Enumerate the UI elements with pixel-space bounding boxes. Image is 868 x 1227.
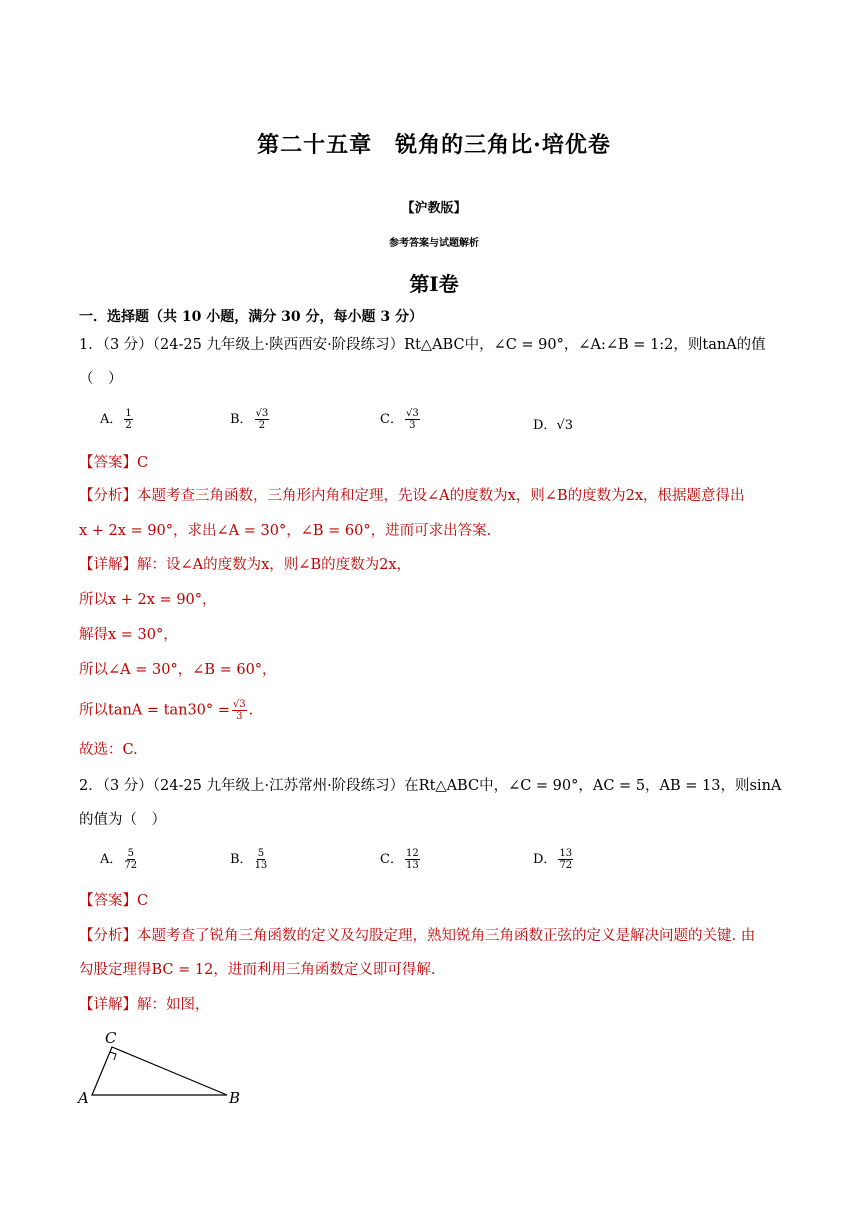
q2-stem-line2: 的值为（ ） [79, 812, 166, 828]
q1-answer: 【答案】C [79, 455, 149, 471]
q1-detail-line3: 解得x = 30°， [79, 627, 178, 643]
q1-option-c: C． $\frac{√3}{3}$ [380, 408, 419, 431]
edition-label: 【沪教版】 [401, 201, 467, 216]
q1-option-a: A． $\frac{1}{2}$ [100, 408, 132, 431]
q2-analysis-line2: 勾股定理得BC = 12，进而利用三角函数定义即可得解. [79, 962, 436, 978]
q1-detail-line4: 所以∠A = 30°，∠B = 60°， [79, 662, 277, 678]
q1-detail-line2: 所以x + 2x = 90°， [79, 592, 217, 608]
q2-stem-line1: 2．（3 分）（24-25 九年级上·江苏常州·阶段练习）在Rt△ABC中，∠C = 90°，AC = 5，AB = 13，则sinA [79, 778, 782, 794]
q2-option-a: A． $\frac{5}{72}$ [100, 848, 138, 871]
triangle-abc [92, 1047, 227, 1095]
label-a: A [78, 1089, 89, 1107]
q1-analysis-line1: 【分析】本题考查三角函数，三角形内角和定理，先设∠A的度数为x，则∠B的度数为2x，根据题意得出 [79, 488, 745, 504]
label-c: C [105, 1029, 117, 1047]
q1-choice: 故选：C. [79, 742, 138, 758]
triangle-figure [72, 1025, 252, 1110]
q2-option-d: D． $\frac{13}{72}$ [533, 848, 573, 871]
q2-option-c: C． $\frac{12}{13}$ [380, 848, 419, 871]
q1-option-b: B． $\frac{√3}{2}$ [230, 408, 269, 431]
q1-detail-line5: 所以tanA = tan30° = $\frac{√3}{3}$ . [79, 699, 254, 722]
q2-analysis-line1: 【分析】本题考查了锐角三角函数的定义及勾股定理，熟知锐角三角函数正弦的定义是解决问题的关键. 由 [79, 928, 756, 944]
q2-detail-line1: 【详解】解：如图， [79, 997, 210, 1013]
q1-stem-line1: 1．（3 分）（24-25 九年级上·陕西西安·阶段练习）Rt△ABC中，∠C = 90°，∠A:∠B = 1:2，则tanA的值 [79, 337, 766, 353]
document-title: 第二十五章 锐角的三角比·培优卷 [257, 132, 611, 158]
q1-analysis-line2: x + 2x = 90°，求出∠A = 30°，∠B = 60°，进而可求出答案. [79, 523, 492, 539]
volume-heading: 第Ⅰ卷 [409, 272, 459, 296]
subtitle: 参考答案与试题解析 [389, 238, 479, 249]
section-heading: 一．选择题（共 10 小题，满分 30 分，每小题 3 分） [79, 309, 423, 325]
label-b: B [229, 1089, 241, 1107]
q1-option-d: D．√3 [533, 418, 573, 433]
q1-detail-line1: 【详解】解：设∠A的度数为x，则∠B的度数为2x， [79, 557, 412, 573]
right-angle-mark [110, 1052, 116, 1060]
q2-answer: 【答案】C [79, 893, 149, 909]
q2-option-b: B． $\frac{5}{13}$ [230, 848, 268, 871]
q1-stem-line2: （ ） [79, 371, 123, 387]
